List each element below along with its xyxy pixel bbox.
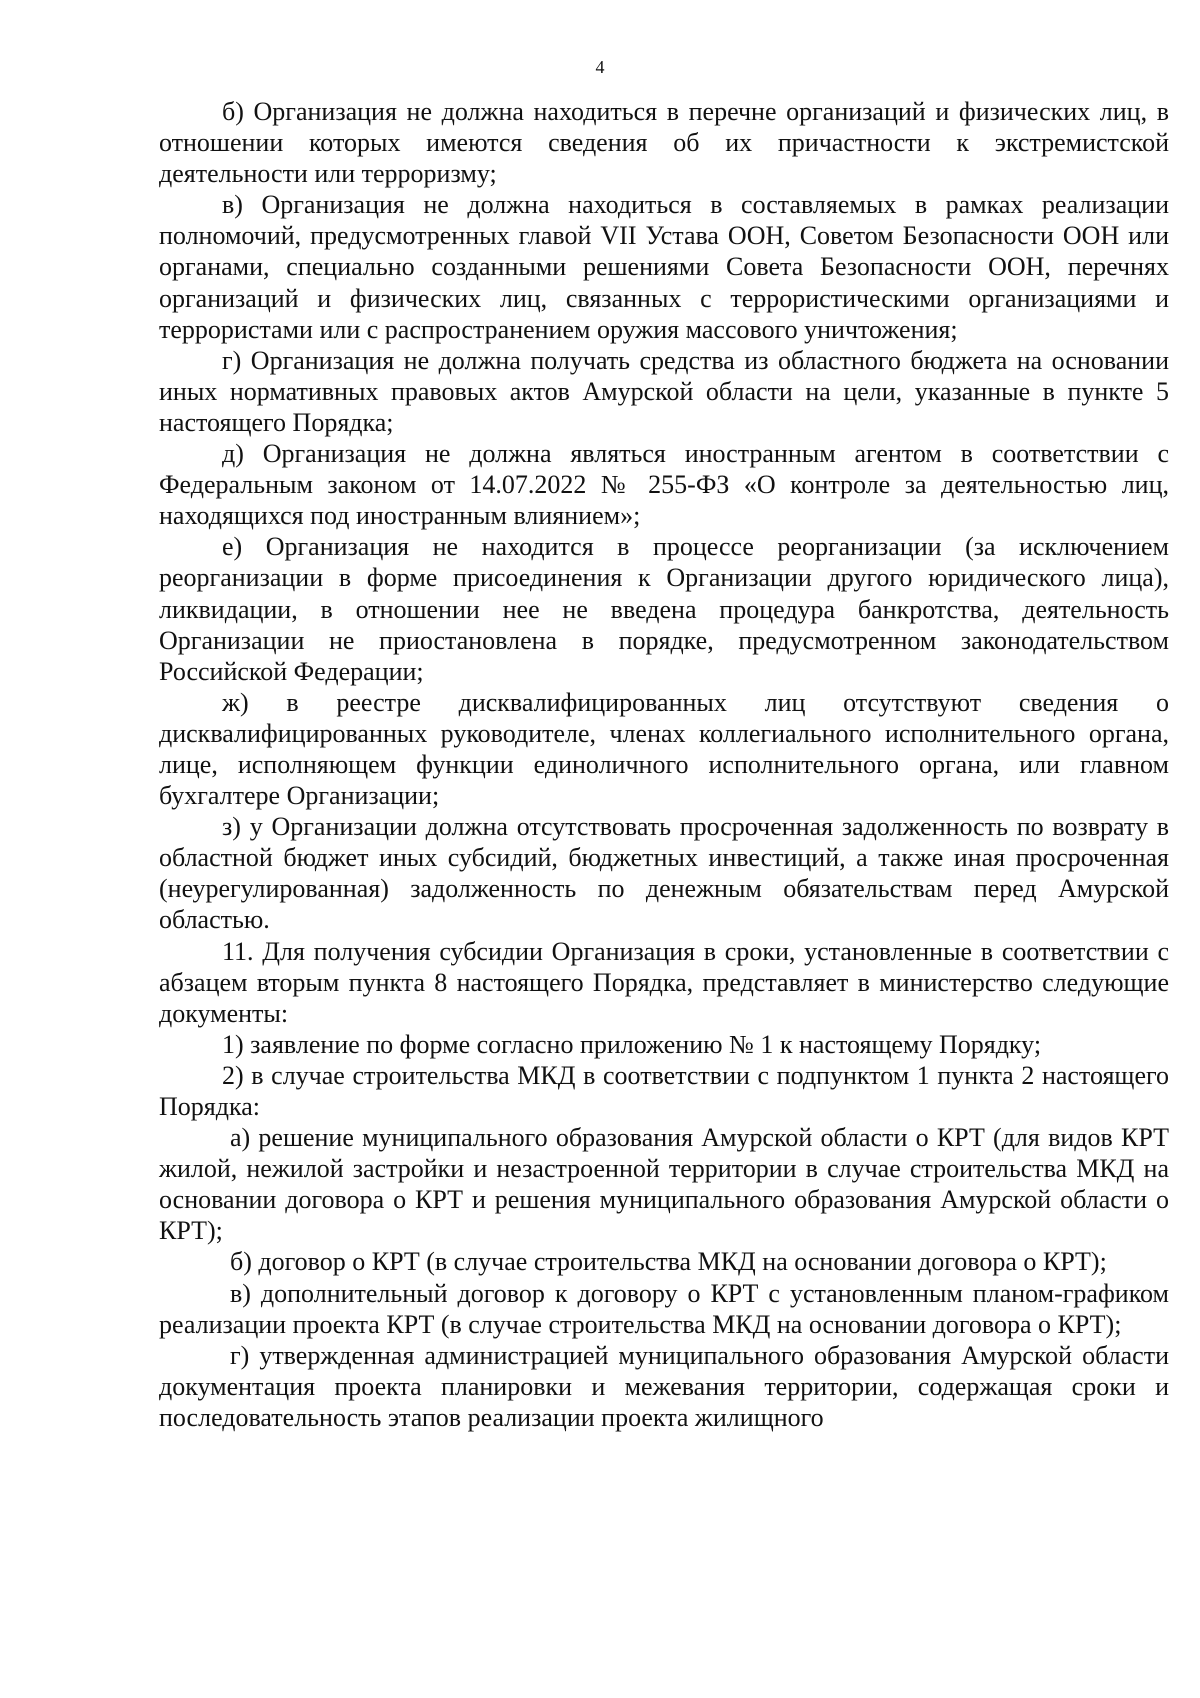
list-item-v-additional-contract: в) дополнительный договор к договору о КРТ с установленным планом-графиком реализации проекта КРТ (в случае строительства МКД на основании договора о КРТ);	[159, 1278, 1169, 1339]
page-number: 4	[595, 57, 605, 77]
list-item-construction-case: 2) в случае строительства МКД в соответствии с подпунктом 1 пункта 2 настоящего Порядка:	[159, 1060, 1169, 1121]
paragraph-11-documents: 11. Для получения субсидии Организация в сроки, установленные в соответствии с абзацем вторым пункта 8 настоящего Порядка, представляет в министерство следующие документы:	[159, 936, 1169, 1028]
list-item-b-krt-contract: б) договор о КРТ (в случае строительства МКД на основании договора о КРТ);	[230, 1247, 1107, 1277]
paragraph-b-extremism: б) Организация не должна находиться в перечне организаций и физических лиц, в отношении которых имеются сведения об их причастности к экстремистской деятельности или терроризму;	[159, 97, 1169, 189]
paragraph-z-overdue-debt: з) у Организации должна отсутствовать просроченная задолженность по возврату в областной бюджет иных субсидий, бюджетных инвестиций, а также иная просроченная (неурегулированная) задолженность по денежным обязательствам перед Амурской областью.	[159, 812, 1169, 935]
list-item-g-planning-documentation: г) утвержденная администрацией муниципального образования Амурской области документация проекта планировки и межевания территории, содержащая сроки и последовательность этапов реализации проекта жилищного	[159, 1340, 1169, 1432]
paragraph-g-regional-budget: г) Организация не должна получать средства из областного бюджета на основании иных нормативных правовых актов Амурской области на цели, указанные в пункте 5 настоящего Порядка;	[159, 345, 1169, 437]
document-body	[159, 96, 1169, 1433]
paragraph-d-foreign-agent: д) Организация не должна являться иностранным агентом в соответствии с Федеральным законом от 14.07.2022 № 255-ФЗ «О контроле за деятельностью лиц, находящихся под иностранным влиянием»;	[159, 439, 1169, 531]
list-item-application: 1) заявление по форме согласно приложению № 1 к настоящему Порядку;	[222, 1029, 1042, 1059]
paragraph-e-reorganization: е) Организация не находится в процессе реорганизации (за исключением реорганизации в форме присоединения к Организации другого юридического лица), ликвидации, в отношении нее не введена процедура банкротства, деятельность Организации не приостановлена в порядке, предусмотренном законодательством Российской Федерации;	[159, 532, 1169, 686]
paragraph-zh-disqualified-persons: ж) в реестре дисквалифицированных лиц отсутствуют сведения о дисквалифицированных руководителе, членах коллегиального исполнительного органа, лице, исполняющем функции единоличного исполнительного органа, или главном бухгалтере Организации;	[159, 687, 1169, 811]
paragraph-v-un-lists: в) Организация не должна находиться в составляемых в рамках реализации полномочий, предусмотренных главой VII Устава ООН, Советом Безопасности ООН или органами, специально созданными решениями Совета Безопасности ООН, перечнях организаций и физических лиц, связанных с террористическими организациями и террористами или с распространением оружия массового уничтожения;	[159, 190, 1169, 344]
list-item-a-krt-decision: а) решение муниципального образования Амурской области о КРТ (для видов КРТ жилой, нежилой застройки и незастроенной территории в случае строительства МКД на основании договора о КРТ и решения муниципального образования Амурской области о КРТ);	[159, 1123, 1169, 1246]
